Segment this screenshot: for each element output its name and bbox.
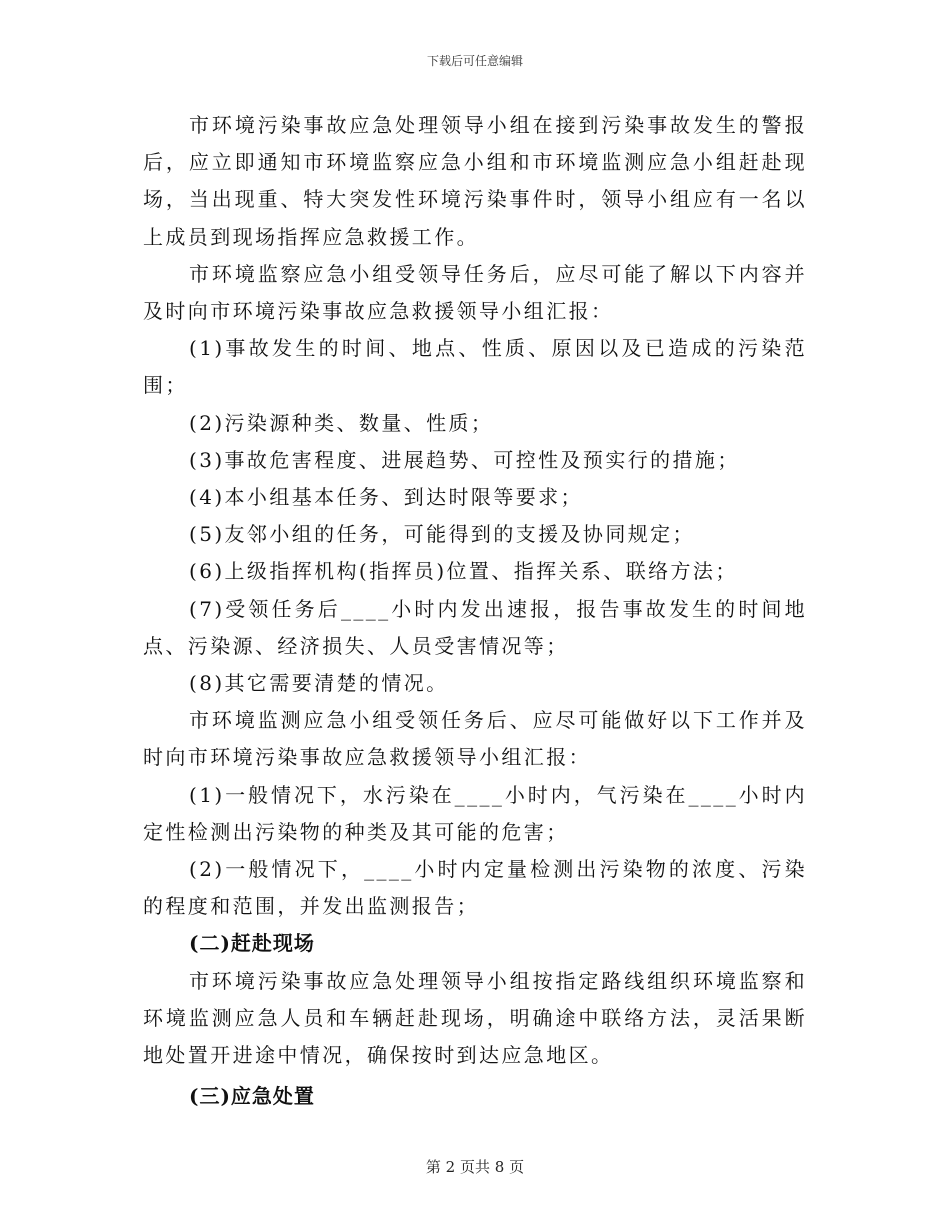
list-item: (2)一般情况下，____小时内定量检测出污染物的浓度、污染的程度和范围，并发出监测报告； xyxy=(143,857,807,919)
page-number: 第 2 页共 8 页 xyxy=(425,1158,525,1176)
list-item: (2)污染源种类、数量、性质； xyxy=(189,410,494,435)
list-item: (3)事故危害程度、进展趋势、可控性及预实行的措施； xyxy=(189,447,740,472)
list-item: (4)本小组基本任务、到达时限等要求； xyxy=(189,485,583,510)
section-heading-emergency-handling: (三)应急处置 xyxy=(189,1084,315,1109)
list-item: (1)一般情况下，水污染在____小时内，气污染在____小时内定性检测出污染物的种类及其可能的危害； xyxy=(143,782,807,844)
paragraph-inspection-group: 市环境监察应急小组受领导任务后，应尽可能了解以下内容并及时向市环境污染事故应急救援领导小组汇报： xyxy=(143,261,807,324)
list-item: (6)上级指挥机构(指挥员)位置、指挥关系、联络方法； xyxy=(189,559,738,584)
list-item: (1)事故发生的时间、地点、性质、原因以及已造成的污染范围； xyxy=(143,336,807,398)
list-item: (5)友邻小组的任务，可能得到的支援及协同规定； xyxy=(189,522,695,547)
paragraph-rush-to-scene: 市环境污染事故应急处理领导小组按指定路线组织环境监察和环境监测应急人员和车辆赶赴现场，明确途中联络方法，灵活果断地处置开进途中情况，确保按时到达应急地区。 xyxy=(143,968,807,1068)
section-heading-rush-to-scene: (二)赶赴现场 xyxy=(189,931,315,956)
paragraph-monitoring-group: 市环境监测应急小组受领任务后、应尽可能做好以下工作并及时向市环境污染事故应急救援领导小组汇报： xyxy=(143,708,807,770)
list-item: (8)其它需要清楚的情况。 xyxy=(189,671,449,696)
page-header: 下载后可任意编辑 xyxy=(426,54,523,68)
paragraph-leadership-response: 市环境污染事故应急处理领导小组在接到污染事故发生的警报后，应立即通知市环境监察应急小组和市环境监测应急小组赶赴现场，当出现重、特大突发性环境污染事件时，领导小组应有一名以上成员到现场指挥应急救援工作。 xyxy=(143,113,807,249)
document-body xyxy=(143,107,807,1115)
list-item: (7)受领任务后____小时内发出速报，报告事故发生的时间地点、污染源、经济损失、人员受害情况等； xyxy=(143,596,807,658)
